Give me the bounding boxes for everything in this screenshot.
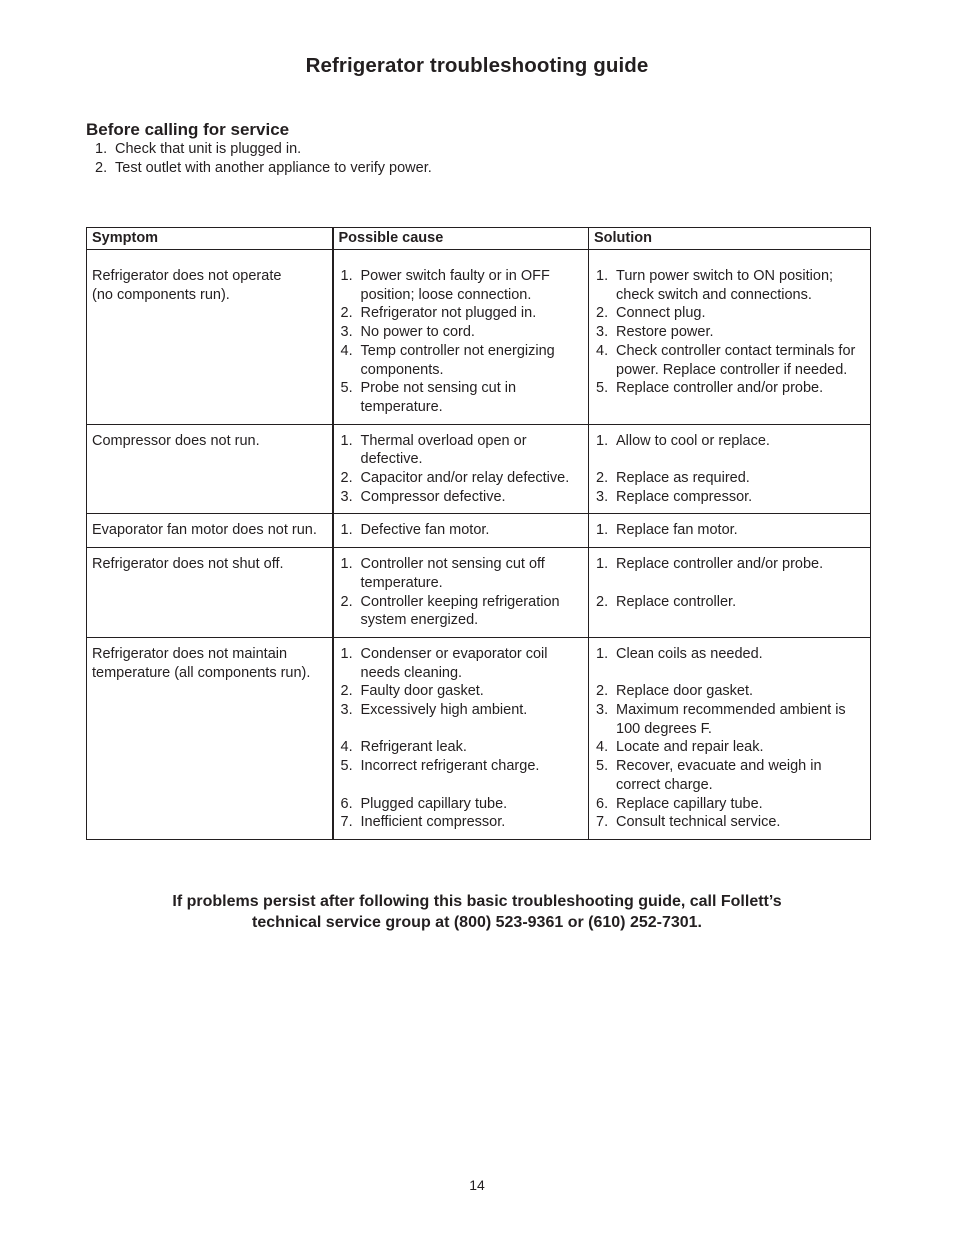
symptom-cell — [87, 637, 333, 839]
item-number: 3. — [340, 324, 353, 341]
item-text: Allow to cool or replace. — [616, 432, 770, 449]
item-number: 5. — [340, 758, 353, 775]
item-text: No power to cord. — [360, 324, 475, 341]
item-number: 7. — [340, 814, 353, 831]
item-number: 1. — [340, 522, 353, 539]
item-number: 2. — [340, 305, 353, 322]
item-text: Replace controller and/or probe. — [616, 380, 824, 397]
item-text: Faulty door gasket. — [360, 683, 484, 700]
symptom-text: Compressor does not run. — [92, 432, 260, 449]
list-item — [594, 521, 865, 540]
list-item — [339, 488, 584, 507]
item-number: 4. — [596, 342, 609, 359]
item-text: Temp controller not energizing components. — [360, 342, 555, 378]
list-item — [95, 159, 432, 178]
solution-cell — [589, 548, 871, 638]
list-item — [594, 738, 865, 757]
symptom-cell — [87, 424, 333, 514]
item-text: Consult technical service. — [616, 814, 781, 831]
cause-list — [339, 432, 584, 507]
table-row — [87, 250, 871, 425]
item-number: 1. — [596, 522, 609, 539]
item-text: Locate and repair leak. — [616, 739, 764, 756]
list-item — [594, 795, 865, 814]
list-item — [339, 813, 584, 832]
cause-list — [339, 555, 584, 630]
item-number: 2. — [596, 470, 609, 487]
troubleshooting-table — [86, 227, 871, 840]
item-text: Replace capillary tube. — [616, 795, 763, 812]
list-item — [594, 555, 865, 574]
item-number: 3. — [340, 488, 353, 505]
step-number: 1. — [95, 141, 108, 157]
column-header-solution: Solution — [589, 228, 871, 250]
possible-cause-cell — [333, 637, 589, 839]
cause-list — [339, 521, 584, 540]
item-text: Recover, evacuate and weigh in correct charge. — [616, 758, 822, 793]
list-item — [339, 555, 584, 592]
item-text: Controller not sensing cut off temperature. — [360, 556, 545, 591]
item-number: 2. — [596, 305, 609, 322]
solution-list — [594, 521, 865, 540]
item-number: 2. — [596, 683, 609, 700]
possible-cause-cell — [333, 514, 589, 548]
list-item — [339, 593, 584, 630]
possible-cause-cell — [333, 424, 589, 514]
item-text: Replace controller. — [616, 593, 737, 610]
list-item — [594, 593, 865, 612]
list-item — [594, 267, 865, 304]
symptom-cell — [87, 250, 333, 425]
item-number: 3. — [340, 702, 353, 719]
item-text: Incorrect refrigerant charge. — [360, 758, 540, 775]
solution-cell — [589, 637, 871, 839]
list-item — [594, 682, 865, 701]
page-title: Refrigerator troubleshooting guide — [305, 54, 649, 77]
list-item — [339, 645, 584, 682]
list-item — [339, 469, 584, 488]
list-item — [339, 701, 584, 720]
item-text: Replace compressor. — [616, 488, 753, 505]
item-number: 1. — [596, 432, 609, 449]
item-number: 5. — [340, 380, 353, 397]
solution-list — [594, 555, 865, 611]
item-text: Turn power switch to ON position; check switch and connections. — [616, 268, 834, 303]
cause-list — [339, 645, 584, 832]
item-text: Replace fan motor. — [616, 522, 738, 539]
column-header-symptom: Symptom — [87, 228, 333, 250]
item-text: Connect plug. — [616, 305, 706, 322]
table-row — [87, 514, 871, 548]
list-item — [339, 682, 584, 701]
list-item — [339, 379, 584, 416]
possible-cause-cell — [333, 250, 589, 425]
list-item — [594, 323, 865, 342]
solution-list — [594, 645, 865, 832]
solution-cell — [589, 250, 871, 425]
symptom-text: Refrigerator does not shut off. — [92, 556, 284, 573]
possible-cause-cell — [333, 548, 589, 638]
list-item — [594, 701, 865, 738]
step-text: Check that unit is plugged in. — [115, 141, 302, 157]
list-item — [339, 323, 584, 342]
item-text: Condenser or evaporator coil needs cleaning. — [360, 645, 548, 681]
item-number: 1. — [340, 556, 353, 573]
symptom-text: Refrigerator does not operate — [92, 268, 282, 284]
list-item — [339, 795, 584, 814]
list-item — [339, 304, 584, 323]
list-item — [339, 757, 584, 776]
item-text: Compressor defective. — [360, 488, 506, 505]
item-text: Power switch faulty or in OFF position; loose connection. — [360, 268, 550, 303]
item-number: 3. — [596, 702, 609, 719]
list-item — [594, 379, 865, 398]
symptom-text: temperature (all components run). — [92, 664, 311, 681]
item-number: 7. — [596, 814, 609, 831]
list-item — [594, 469, 865, 488]
before-service-heading: Before calling for service — [86, 120, 290, 139]
item-text: Controller keeping refrigeration system energized. — [360, 593, 560, 629]
item-number: 3. — [596, 324, 609, 341]
item-text: Refrigerant leak. — [360, 739, 467, 756]
list-item — [594, 342, 865, 379]
list-item — [339, 432, 584, 469]
item-text: Inefficient compressor. — [360, 814, 506, 831]
list-item — [594, 813, 865, 832]
item-text: Plugged capillary tube. — [360, 795, 508, 812]
item-text: Replace door gasket. — [616, 683, 754, 700]
item-number: 4. — [340, 739, 353, 756]
item-number: 4. — [340, 342, 353, 359]
item-text: Refrigerator not plugged in. — [360, 305, 537, 322]
list-item — [594, 757, 865, 794]
solution-cell — [589, 514, 871, 548]
list-item — [339, 738, 584, 757]
item-number: 6. — [596, 795, 609, 812]
item-number: 2. — [340, 470, 353, 487]
list-item — [95, 140, 432, 159]
item-text: Clean coils as needed. — [616, 645, 763, 662]
symptom-text: (no components run). — [92, 286, 230, 303]
item-number: 5. — [596, 380, 609, 397]
list-item — [594, 645, 865, 664]
step-number: 2. — [95, 160, 108, 176]
service-contact-line: technical service group at (800) 523-9361 or (610) 252-7301. — [251, 914, 702, 931]
symptom-text: Refrigerator does not maintain — [92, 645, 288, 662]
service-contact-line: If problems persist after following this basic troubleshooting guide, call Follett’s — [172, 893, 782, 910]
item-text: Defective fan motor. — [360, 522, 490, 539]
item-text: Capacitor and/or relay defective. — [360, 470, 570, 487]
item-text: Thermal overload open or defective. — [360, 432, 527, 468]
item-text: Replace controller and/or probe. — [616, 556, 824, 573]
item-number: 3. — [596, 488, 609, 505]
symptom-cell — [87, 514, 333, 548]
list-item — [339, 342, 584, 379]
item-number: 1. — [596, 556, 609, 573]
item-number: 2. — [340, 593, 353, 610]
item-text: Check controller contact terminals for power. Replace controller if needed. — [616, 342, 856, 378]
table-row — [87, 424, 871, 514]
column-header-possible-cause: Possible cause — [333, 228, 589, 250]
page-number: 14 — [469, 1177, 485, 1193]
solution-cell — [589, 424, 871, 514]
item-text: Restore power. — [616, 324, 714, 341]
service-contact-note — [0, 891, 954, 933]
item-text: Maximum recommended ambient is 100 degrees F. — [616, 702, 846, 737]
table-body — [87, 250, 871, 840]
item-number: 1. — [340, 268, 353, 284]
list-item — [594, 432, 865, 451]
table-row — [87, 637, 871, 839]
item-text: Probe not sensing cut in temperature. — [360, 380, 517, 415]
item-number: 6. — [340, 795, 353, 812]
item-number: 1. — [340, 645, 353, 662]
solution-list — [594, 267, 865, 398]
item-number: 5. — [596, 758, 609, 775]
item-number: 1. — [340, 432, 353, 449]
item-number: 2. — [340, 683, 353, 700]
solution-list — [594, 432, 865, 507]
cause-list — [339, 267, 584, 417]
list-item — [339, 267, 584, 304]
item-number: 1. — [596, 645, 609, 662]
item-number: 4. — [596, 739, 609, 756]
table-header-row — [87, 228, 871, 250]
list-item — [594, 488, 865, 507]
step-text: Test outlet with another appliance to verify power. — [115, 160, 432, 176]
item-number: 2. — [596, 593, 609, 610]
list-item — [339, 521, 584, 540]
symptom-text: Evaporator fan motor does not run. — [92, 522, 317, 539]
symptom-cell — [87, 548, 333, 638]
table-row — [87, 548, 871, 638]
item-text: Excessively high ambient. — [360, 702, 528, 719]
before-service-steps — [95, 140, 432, 178]
item-number: 1. — [596, 268, 609, 284]
item-text: Replace as required. — [616, 470, 750, 487]
list-item — [594, 304, 865, 323]
